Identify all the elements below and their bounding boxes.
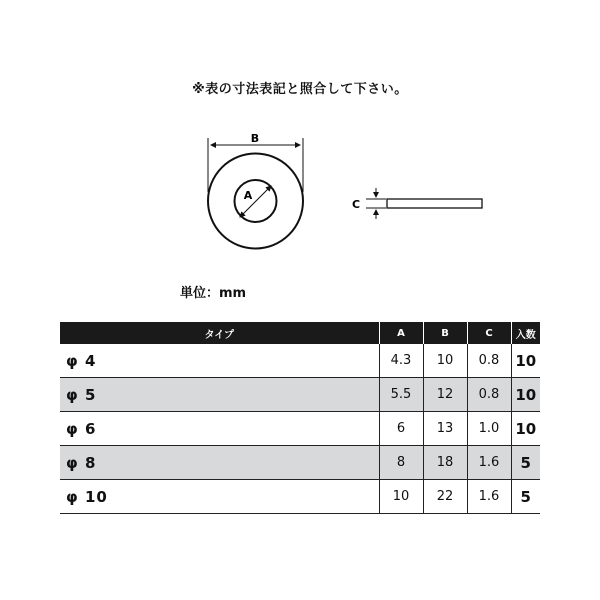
label-a: A [243,189,253,202]
cell-c: 0.8 [467,378,511,412]
cell-qty: 5 [511,446,540,480]
cell-type: φ 10 [60,480,379,514]
dimension-note: ※表の寸法表記と照合して下さい。 [192,82,408,97]
header-a: A [379,322,423,344]
cell-b: 18 [423,446,467,480]
cell-a: 5.5 [379,378,423,412]
washer-front-view [208,154,303,249]
cell-b: 10 [423,344,467,378]
cell-type: φ 4 [60,344,379,378]
cell-b: 13 [423,412,467,446]
washer-side-view [352,188,482,219]
cell-c: 1.6 [467,446,511,480]
header-c: C [467,322,511,344]
cell-qty: 5 [511,480,540,514]
cell-type: φ 6 [60,412,379,446]
header-qty: 入数 [511,322,540,344]
cell-qty: 10 [511,412,540,446]
cell-qty: 10 [511,378,540,412]
cell-c: 1.6 [467,480,511,514]
cell-b: 12 [423,378,467,412]
label-c: C [351,198,361,211]
table-row [60,412,540,446]
header-type: タイプ [60,322,379,344]
cell-a: 6 [379,412,423,446]
unit-label: 単位：mm [180,286,247,301]
table-row [60,378,540,412]
washer-diagram [0,0,600,280]
header-b: B [423,322,467,344]
cell-c: 0.8 [467,344,511,378]
spec-table [60,322,540,514]
cell-type: φ 8 [60,446,379,480]
table-row [60,446,540,480]
cell-a: 8 [379,446,423,480]
cell-qty: 10 [511,344,540,378]
cell-a: 4.3 [379,344,423,378]
table-row [60,344,540,378]
cell-c: 1.0 [467,412,511,446]
table-header-row [60,322,540,344]
cell-type: φ 5 [60,378,379,412]
cell-a: 10 [379,480,423,514]
label-b: B [250,132,260,145]
table-row [60,480,540,514]
cell-b: 22 [423,480,467,514]
